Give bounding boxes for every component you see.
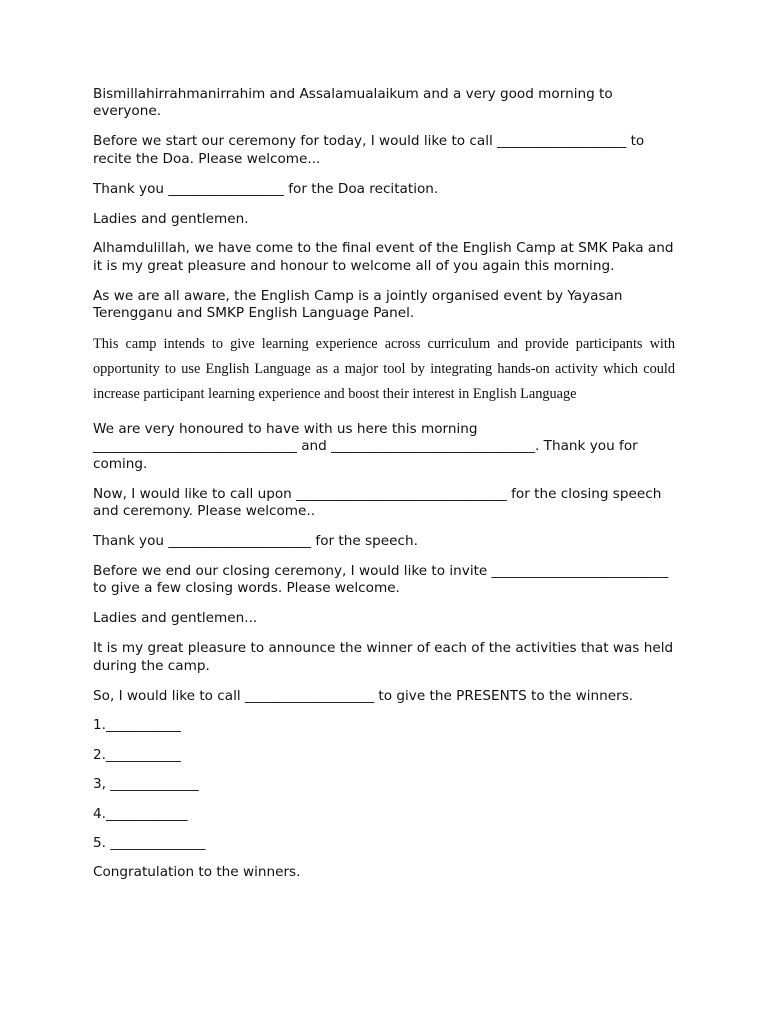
greeting-paragraph: Bismillahirrahmanirrahim and Assalamualaikum and a very good morning to everyone. — [93, 86, 613, 120]
speech-thanks-paragraph: Thank you _____________________ for the speech. — [93, 533, 418, 550]
winner-announcement-paragraph: It is my great pleasure to announce the winner of each of the activities that was held during the camp. — [93, 640, 674, 674]
winner-list-item-1: 1.___________ — [93, 717, 181, 734]
closing-speech-call-paragraph: Now, I would like to call upon _______________________________ for the closing speech and ceremony. Please welcome.. — [93, 485, 662, 520]
doa-thanks-paragraph: Thank you _________________ for the Doa recitation. — [93, 180, 439, 197]
guests-welcome-paragraph: We are very honoured to have with us here this morning ______________________________ and ______________________________. Thank you for coming. — [93, 421, 638, 472]
winner-list-item-2: 2.___________ — [93, 746, 181, 763]
ladies-gentlemen-second-paragraph: Ladies and gentlemen... — [93, 610, 258, 627]
organiser-paragraph: As we are all aware, the English Camp is a jointly organised event by Yayasan Terengganu and SMKP English Language Panel. — [93, 287, 623, 322]
presents-call-paragraph: So, I would like to call ___________________ to give the PRESENTS to the winners. — [93, 687, 634, 704]
document-body — [93, 86, 675, 894]
doa-call-paragraph: Before we start our ceremony for today, I would like to call ___________________ to recite the Doa. Please welcome... — [93, 133, 645, 167]
winner-list-item-5: 5. ______________ — [93, 835, 206, 852]
congratulation-paragraph: Congratulation to the winners. — [93, 864, 301, 881]
final-event-paragraph: Alhamdulillah, we have come to the final event of the English Camp at SMK Paka and it is my great pleasure and honour to welcome all of you again this morning. — [93, 240, 674, 274]
winner-list-item-3: 3, _____________ — [93, 776, 199, 793]
closing-words-paragraph: Before we end our closing ceremony, I would like to invite __________________________ to give a few closing words. Please welcome. — [93, 563, 669, 597]
winner-list-item-4: 4.____________ — [93, 805, 188, 822]
ladies-gentlemen-paragraph: Ladies and gentlemen. — [93, 210, 249, 227]
camp-purpose-paragraph: This camp intends to give learning experience across curriculum and provide participants with opportunity to use English Language as a major tool by integrating hands-on activity which could increase participant learning experience and boost their interest in English Language — [93, 336, 675, 403]
